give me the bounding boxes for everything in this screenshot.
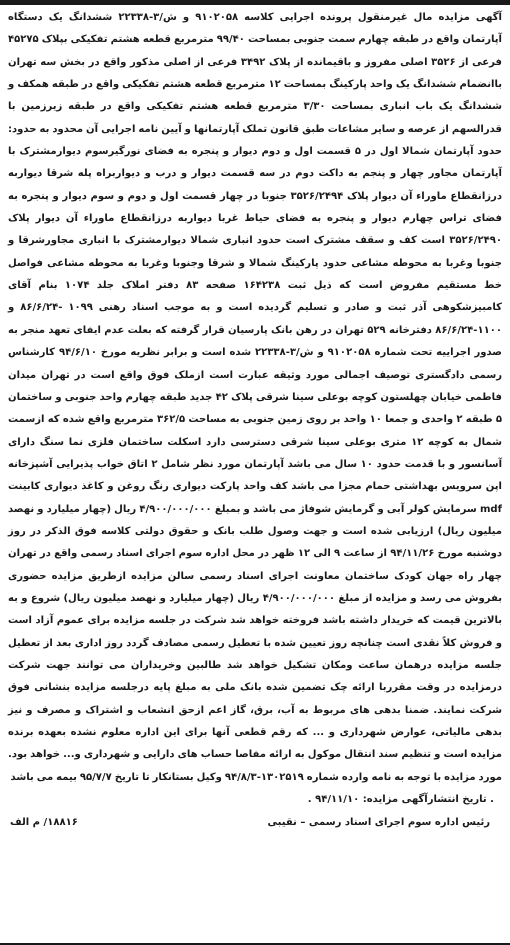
- publication-date: . تاریخ انتشارآگهی مزایده: ۹۴/۱۱/۱۰ .: [307, 794, 494, 806]
- top-border-rule: [0, 0, 510, 5]
- notice-footer: [6, 811, 504, 833]
- signature-line: رئیس اداره سوم اجرای اسناد رسمی – نقیبی: [267, 816, 490, 828]
- auction-notice: [6, 7, 504, 833]
- reference-number: ۱۸۸۱۶/ م الف: [10, 816, 78, 828]
- notice-body: آگهی مزایده مال غیرمنقول پرونده اجرایی کلاسه ۹۱۰۲۰۵۸ و ش/۳-۲۲۳۳۸ ششدانگ یک دستگاه آپارتمان واقع در طبقه چهارم سمت جنوبی بمساحت ۹۹/۴۰ مترمربع قطعه هشتم تفکیکی بپلاک ۴۵۲۷۵ فرعی از ۳۵۲۶ اصلی مفروز و باقیمانده از پلاک ۳۴۹۲ فرعی از اصلی مذکور واقع در بخش سه تهران باانضمام ششدانگ یک واحد پارکینگ بمساحت ۱۲ مترمربع قطعه هشتم تفکیکی واقع در طبقه همکف و ششدانگ یک باب انباری بمساحت ۳/۳۰ مترمربع قطعه هشتم تفکیکی واقع در طبقه زیرزمین با قدرالسهم از عرصه و سایر مشاعات طبق قانون تملک آپارتمانها و آیین نامه اجرایی آن محدود به حدود: حدود آپارتمان شمالا اول در ۵ قسمت اول و دوم دیوار و پنجره به فضای نورگیرسوم دیوارمشترک با آپارتمان مجاور چهار و پنجم به داکت دوم در سه قسمت دیوار و درب و دیواربراه پله شرقا دیواربه درزانقطاع ماوراء آن دیوار پلاک ۳۵۲۶/۲۴۹۴ جنوبا در چهار قسمت اول و دوم و سوم دیوار و پنجره به فضای تراس چهارم دیوار و پنجره به فضای حیاط غربا دیواربه درزانقطاع ماوراء آن دیوار پلاک ۳۵۲۶/۲۴۹۰ است کف و سقف مشترک است حدود انباری شمالا دیوارمشترک با انباری مجاورشرقا و جنوبا وغربا به محوطه مشاعی حدود پارکینگ شمالا و شرقا وجنوبا وغربا به محوطه مشاعی فواصل خط مستقیم مفروض است که ذیل ثبت ۱۶۴۲۳۸ صفحه ۸۳ دفتر املاک جلد ۱۰۷۴ بنام آقای کامبیزشکوهی آذر ثبت و صادر و تسلیم گردیده است و به موجب اسناد رهنی ۱۰۹۹ -۸۶/۶/۲۴ و ۱۱۰۰-۸۶/۶/۲۴ دفترخانه ۵۲۹ تهران در رهن بانک پارسیان قرار گرفته که بعلت عدم ایفای تعهد منجر به صدور اجراییه تحت شماره ۹۱۰۲۰۵۸ و ش/۳-۲۲۳۳۸ شده است و برابر نظریه مورخ ۹۴/۶/۱۰ کارشناس رسمی دادگستری توصیف اجمالی مورد وثیقه عبارت است ازملک فوق واقع است در تهران میدان فاطمی خیابان چهلستون کوچه بوعلی سینا شرقی پلاک ۴۲ جدید طبقه چهارم واحد جنوبی و ساختمان ۵ طبقه ۲ واحدی و جمعا ۱۰ واحد بر روی زمین جنوبی به مساحت ۳۶۲/۵ مترمربع واقع شده که ازسمت شمال به کوچه ۱۲ متری بوعلی سینا شرقی دسترسی دارد اسکلت ساختمان فلزی نما سنگ دارای آسانسور و با قدمت حدود ۱۰ سال می باشد آپارتمان مورد نظر شامل ۲ اتاق خواب پذیرایی آشپزخانه اپن سرویس بهداشتی حمام مجزا می باشد کف واحد پارکت دیواری رنگ روغن و کاغذ دیواری کابینت mdf سرمایش کولر آبی و گرمایش شوفاژ می باشد و بمبلغ ۴/۹۰۰/۰۰۰/۰۰۰ ریال (چهار میلیارد و نهصد میلیون ریال) ارزیابی شده است و جهت وصول طلب بانک و حقوق دولتی کلاسه فوق الذکر در روز دوشنبه مورخ ۹۴/۱۱/۲۶ از ساعت ۹ الی ۱۲ ظهر در محل اداره سوم اجرای اسناد رسمی واقع در تهران چهار راه جهان کودک ساختمان معاونت اجرای اسناد رسمی سالن مزایده ازطریق مزایده حضوری بفروش می رسد و مزایده از مبلغ ۴/۹۰۰/۰۰۰/۰۰۰ ریال (چهار میلیارد و نهصد میلیون ریال) شروع و به بالاترین قیمت که خریدار داشته باشد فروخته خواهد شد شرکت در جلسه مزایده برای عموم آزاد است و فروش کلاً نقدی است چنانچه روز تعیین شده با تعطیل رسمی مصادف گردد روز اداری بعد از تعطیل جلسه مزایده درهمان ساعت ومکان تشکیل خواهد شد طالبین وخریداران می توانند جهت شرکت درمزایده در وقت مقرربا ارائه چک تضمین شده بانک ملی به مبلغ پایه درجلسه مزایده بنشانی فوق شرکت نمایند. ضمنا بدهی های مربوط به آب، برق، گاز اعم ازحق انشعاب و اشتراک و مصرف و نیز بدهی مالیاتی، عوارض شهرداری و ... که رقم قطعی آنها برای این اداره معلوم نشده بعهده برنده مزایده است و تنظیم سند انتقال موکول به ارائه مفاصا حساب های دارایی و شهرداری و... خواهد بود. مورد مزایده با توجه به نامه وارده شماره ۱۳۰۲۵۱۹-۹۴/۸/۳ وکیل بستانکار تا تاریخ ۹۵/۷/۷ بیمه می باشد: [8, 12, 503, 783]
